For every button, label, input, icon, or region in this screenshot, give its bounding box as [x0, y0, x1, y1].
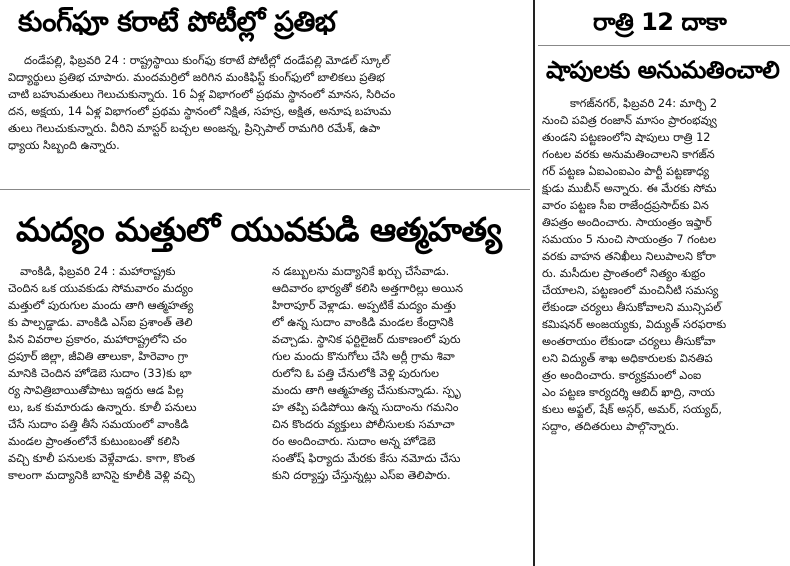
text-line: కాలంగా మద్యానికి బానిసై కూలీకి వెళ్లి వచ్చి: [8, 469, 195, 482]
text-line: రు. మసీదుల ప్రాంతంలో నిత్యం శుభ్రం: [542, 267, 706, 280]
text-line: ఎం పట్టణ కార్యదర్శి ఆబిద్ ఖాద్రి, నాయ: [542, 386, 715, 399]
text-line: కులు అఫ్జల్, షేక్ అస్గర్, అమర్, సయ్యద్,: [542, 403, 722, 416]
text-line: నుంచి పవిత్ర రంజాన్ మాసం ప్రారంభవ్వు: [542, 114, 717, 127]
text-line: మానికి చెందిన హోడెబె సుదాం (33)కు భా: [8, 367, 192, 380]
text-line: ధ్యాయ సిబ్బంది ఉన్నారు.: [8, 139, 120, 152]
text-line: కు పాల్పడ్డాడు. వాంకిడి ఎస్ఐ ప్రశాంత్ తెలి: [8, 316, 193, 329]
text-line: న డబ్బులను మద్యానికే ఖర్చు చేసేవాడు.: [272, 265, 450, 278]
text-line: త్రం అందించారు. కార్యక్రమంలో ఎంఐ: [542, 369, 702, 382]
text-line: మందు తాగి ఆత్మహత్య చేసుకున్నాడు. స్పృ: [272, 384, 461, 397]
text-line: వారం పట్టణ సీఐ రాజేంద్రప్రసాద్‌కు విన: [542, 199, 709, 212]
text-line: క్షుడు ముబీన్ అన్నారు. ఈ మేరకు సోమ: [542, 182, 717, 195]
text-line: తులు గెలుచుకున్నారు. వీరిని మాస్టర్ బచ్చల అంజన్న, ప్రిన్సిపాల్ రామగిరి రమేశ్, ఉపా: [8, 122, 381, 135]
text-line: హిరాపూర్ వెళ్లాడు. అప్పటికే మద్యం మత్తు: [272, 299, 456, 312]
text-line: వచ్చి కూలీ పనులకు వెళ్లేవాడు. కాగా, కొంత: [8, 452, 196, 465]
text-line: దన, అక్షయ, 14 ఏళ్ల విభాగంలో ప్రథమ స్థానంలో నిక్షిత, సహస్ర, అక్షిత, అనూష బహుమ: [8, 105, 392, 118]
text-line: చెందిన ఒక యువకుడు సోమవారం మద్యం: [8, 282, 194, 295]
text-line: విద్యార్థులు ప్రతిభ చూపారు. మందమర్రిలో జరిగిన మంకిఫిస్ట్ కుంగ్‌ఫులో బాలికలు ప్రతిభ: [8, 71, 385, 84]
text-line: పిన వివరాల ప్రకారం, మహారాష్ట్రలోని చం: [8, 333, 187, 346]
text-line: మత్తులో పురుగుల మందు తాగి ఆత్మహత్య: [8, 299, 194, 312]
headline-kungfu: కుంగ్‌ఫూ కరాటే పోటీల్లో ప్రతిభ: [18, 5, 336, 38]
text-line: వాంకిడి, ఫిబ్రవరి 24 : మహారాష్ట్రకు: [20, 265, 176, 278]
text-line: లేకుండా చర్యలు తీసుకోవాలని మున్సిపల్: [542, 301, 722, 314]
headline-divider: [538, 45, 790, 46]
body-suicide-column-1: [8, 263, 264, 484]
text-line: కాగజ్‌నగర్, ఫిబ్రవరి 24: మార్చి 2: [570, 97, 718, 110]
headline-suicide: మద్యం మత్తులో యువకుడి ఆత్మహత్య: [16, 210, 502, 249]
text-line: చిన కొందరు వ్యక్తులు పోలీసులకు సమాచా: [272, 418, 455, 431]
text-line: సంతోష్ ఫిర్యాదు మేరకు కేసు నమోదు చేసు: [272, 452, 461, 465]
text-line: చాటి బహుమతులు గెలుచుకున్నారు. 16 ఏళ్ల విభాగంలో ప్రథమ స్థానంలో మానస, సిరిచం: [8, 88, 396, 101]
text-line: కుని దర్యాప్తు చేస్తున్నట్లు ఎస్ఐ తెలిపారు.: [272, 469, 451, 482]
column-divider: [533, 0, 535, 566]
text-line: లో ఉన్న సుదాం వాంకిడి మండల కేంద్రానికి: [272, 316, 454, 329]
text-line: ఆదివారం భార్యతో కలిసి అత్తగారిల్లు అయిన: [272, 282, 464, 295]
text-line: రం అందించారు. సుదాం అన్న హోడెబె: [272, 435, 436, 448]
text-line: వచ్చాడు. స్థానిక ఫర్టిలైజర్ దుకాణంలో పురు: [272, 333, 461, 346]
text-line: హ తప్పి పడిపోయి ఉన్న సుదాంను గమనిం: [272, 401, 459, 414]
body-suicide-column-2: [272, 263, 528, 484]
text-line: ర్య సావిత్రిబాయితోపాటు ఇద్దరు ఆడ పిల్ల: [8, 384, 184, 397]
text-line: రులోని ఓ పత్తి చేనులోకి వెళ్లి పురుగుల: [272, 367, 440, 380]
text-line: చేసే సుదాం పత్తి తీసే సమయంలో వాంకిడి: [8, 418, 189, 431]
text-line: చేయాలని, పట్టణంలో మంచినీటి సమస్య: [542, 284, 719, 297]
text-line: గంటల వరకు అనుమతించాలని కాగజ్‌న: [542, 148, 715, 161]
headline-shops-line-1: రాత్రి 12 దాకా: [593, 8, 727, 36]
body-shops: [542, 95, 786, 435]
text-line: మండల ప్రాంతంలోనే కుటుంబంతో కలిసి: [8, 435, 180, 448]
text-line: వరకు వాహన తనిఖీలు నిలుపాలని కోరా: [542, 250, 716, 263]
text-line: అంతరాయం లేకుండా చర్యలు తీసుకోవా: [542, 335, 716, 348]
body-kungfu: [8, 52, 528, 154]
text-line: లు, ఒక కుమారుడు ఉన్నారు. కూలీ పనులు: [8, 401, 197, 414]
text-line: తుండని పట్టణంలోని షాపులు రాత్రి 12: [542, 131, 711, 144]
text-line: కమిషనర్ అంజయ్యకు, విద్యుత్ సరఫరాకు: [542, 318, 727, 331]
text-line: గర్ పట్టణ ఏఐఎంఐఎం పార్టీ పట్టణాధ్య: [542, 165, 710, 178]
text-line: ద్రపూర్ జిల్లా, జీవితి తాలుకా, హిరెవాం గ్రా: [8, 350, 189, 363]
story-divider: [0, 189, 530, 190]
text-line: లని విద్యుత్ శాఖ అధికారులకు వినతిప: [542, 352, 713, 365]
text-line: సద్దాం, తదితరులు పాల్గొన్నారు.: [542, 420, 680, 433]
text-line: తిపత్రం అందించారు. సాయంత్రం ఇఫ్తార్: [542, 216, 712, 229]
headline-shops-line-2: షాపులకు అనుమతించాలి: [546, 56, 780, 84]
text-line: దండేపల్లి, ఫిబ్రవరి 24 : రాష్ట్రస్థాయి కుంగ్‌ఫు కరాటే పోటీల్లో దండేపల్లి మోడల్ స్కూల్: [24, 54, 390, 67]
text-line: గుల మందు కొనుగోలు చేసి అర్లీ గ్రామ శివా: [272, 350, 455, 363]
text-line: సమయం 5 నుంచి సాయంత్రం 7 గంటల: [542, 233, 717, 246]
